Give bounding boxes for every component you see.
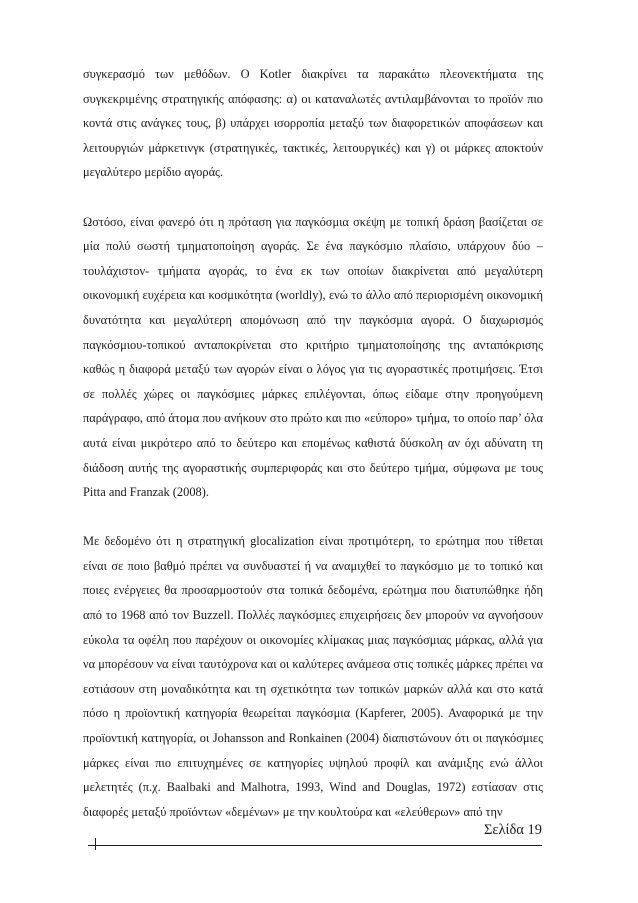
body-text (83, 62, 543, 849)
footer-rule (88, 845, 542, 846)
paragraph-1: συγκερασμό των μεθόδων. Ο Kotler διακρίνει τα παρακάτω πλεονεκτήματα της συγκεκριμένης στρατηγικής απόφασης: α) οι καταναλωτές αντιλαμβάνονται το προϊόν πιο κοντά στις ανάγκες τους, β) υπάρχει ισορροπία μεταξύ των διαφορετικών αποφάσεων και λειτουργιών μάρκετινγκ (στρατηγικές, τακτικές, λειτουργικές) και γ) οι μάρκες αποκτούν μεγαλύτερο μερίδιο αγοράς. (83, 67, 543, 180)
paragraph-2: Ωστόσο, είναι φανερό ότι η πρόταση για παγκόσμια σκέψη με τοπική δράση βασίζεται σε μία πολύ σωστή τμηματοποίηση αγοράς. Σε ένα παγκόσμιο πλαίσιο, υπάρχουν δύο –τουλάχιστον- τμήματα αγοράς, το ένα εκ των οποίων διακρίνεται από μεγαλύτερη οικονομική ευχέρεια και κοσμικότητα (worldly), ενώ το άλλο από περιορισμένη οικονομική δυνατότητα και μεγαλύτερη απομόνωση από την παγκόσμια αγορά. Ο διαχωρισμός παγκόσμιου-τοπικού ανταποκρίνεται στο κριτήριο τμηματοποίησης της ανταπόκρισης καθώς η διαφορά μεταξύ των αγορών είναι ο λόγος για τις αγοραστικές προτιμήσεις. Έτσι σε πολλές χώρες οι παγκόσμιες μάρκες επιλέγονται, όπως είδαμε στην προηγούμενη παράγραφο, από άτομα που ανήκουν στο πρώτο και πιο «εύπορο» τμήμα, το οποίο παρ’ όλα αυτά είναι μικρότερο από το δεύτερο και επομένως καθιστά δύσκολη αν όχι αδύνατη τη διάδοση αυτής της αγοραστικής συμπεριφοράς και στο δεύτερο τμήμα, σύμφωνα με τους Pitta and Franzak (2008). (83, 214, 543, 500)
footer-corner-mark (95, 838, 96, 850)
page-number: Σελίδα 19 (483, 822, 542, 838)
paragraph-3: Με δεδομένο ότι η στρατηγική glocalization είναι προτιμότερη, το ερώτημα που τίθεται είναι σε ποιο βαθμό πρέπει να συνδυαστεί ή να αναμιχθεί το παγκόσμιο με το τοπικό και ποιες ενέργειες θα προσαρμοστούν στα τοπικά δεδομένα, ερώτημα που διατυπώθηκε ήδη από το 1968 από τον Buzzell. Πολλές παγκόσμιες επιχειρήσεις δεν μπορούν να αγνοήσουν εύκολα τα οφέλη που παρέχουν οι οικονομίες κλίμακας μιας παγκόσμιας μάρκας, αλλά για να μπορέσουν να είναι ταυτόχρονα και οι καλύτερες ανάμεσα στις τοπικές μάρκες πρέπει να εστιάσουν στη μοναδικότητα και τη σχετικότητα των τοπικών μαρκών αλλά και στο κατά πόσο η προϊοντική κατηγορία θεωρείται παγκόσμια (Kapferer, 2005). Αναφορικά με την προϊοντική κατηγορία, οι Johansson and Ronkainen (2004) διαπιστώνουν ότι οι παγκόσμιες μάρκες είναι πιο επιτυχημένες σε κατηγορίες υψηλού προφίλ και ανάμιξης ενώ άλλοι μελετητές (π.χ. Baalbaki and Malhotra, 1993, Wind and Douglas, 1972) εστίασαν στις διαφορές μεταξύ προϊόντων «δεμένων» με την κουλτούρα και «ελεύθερων» από την (83, 534, 543, 819)
